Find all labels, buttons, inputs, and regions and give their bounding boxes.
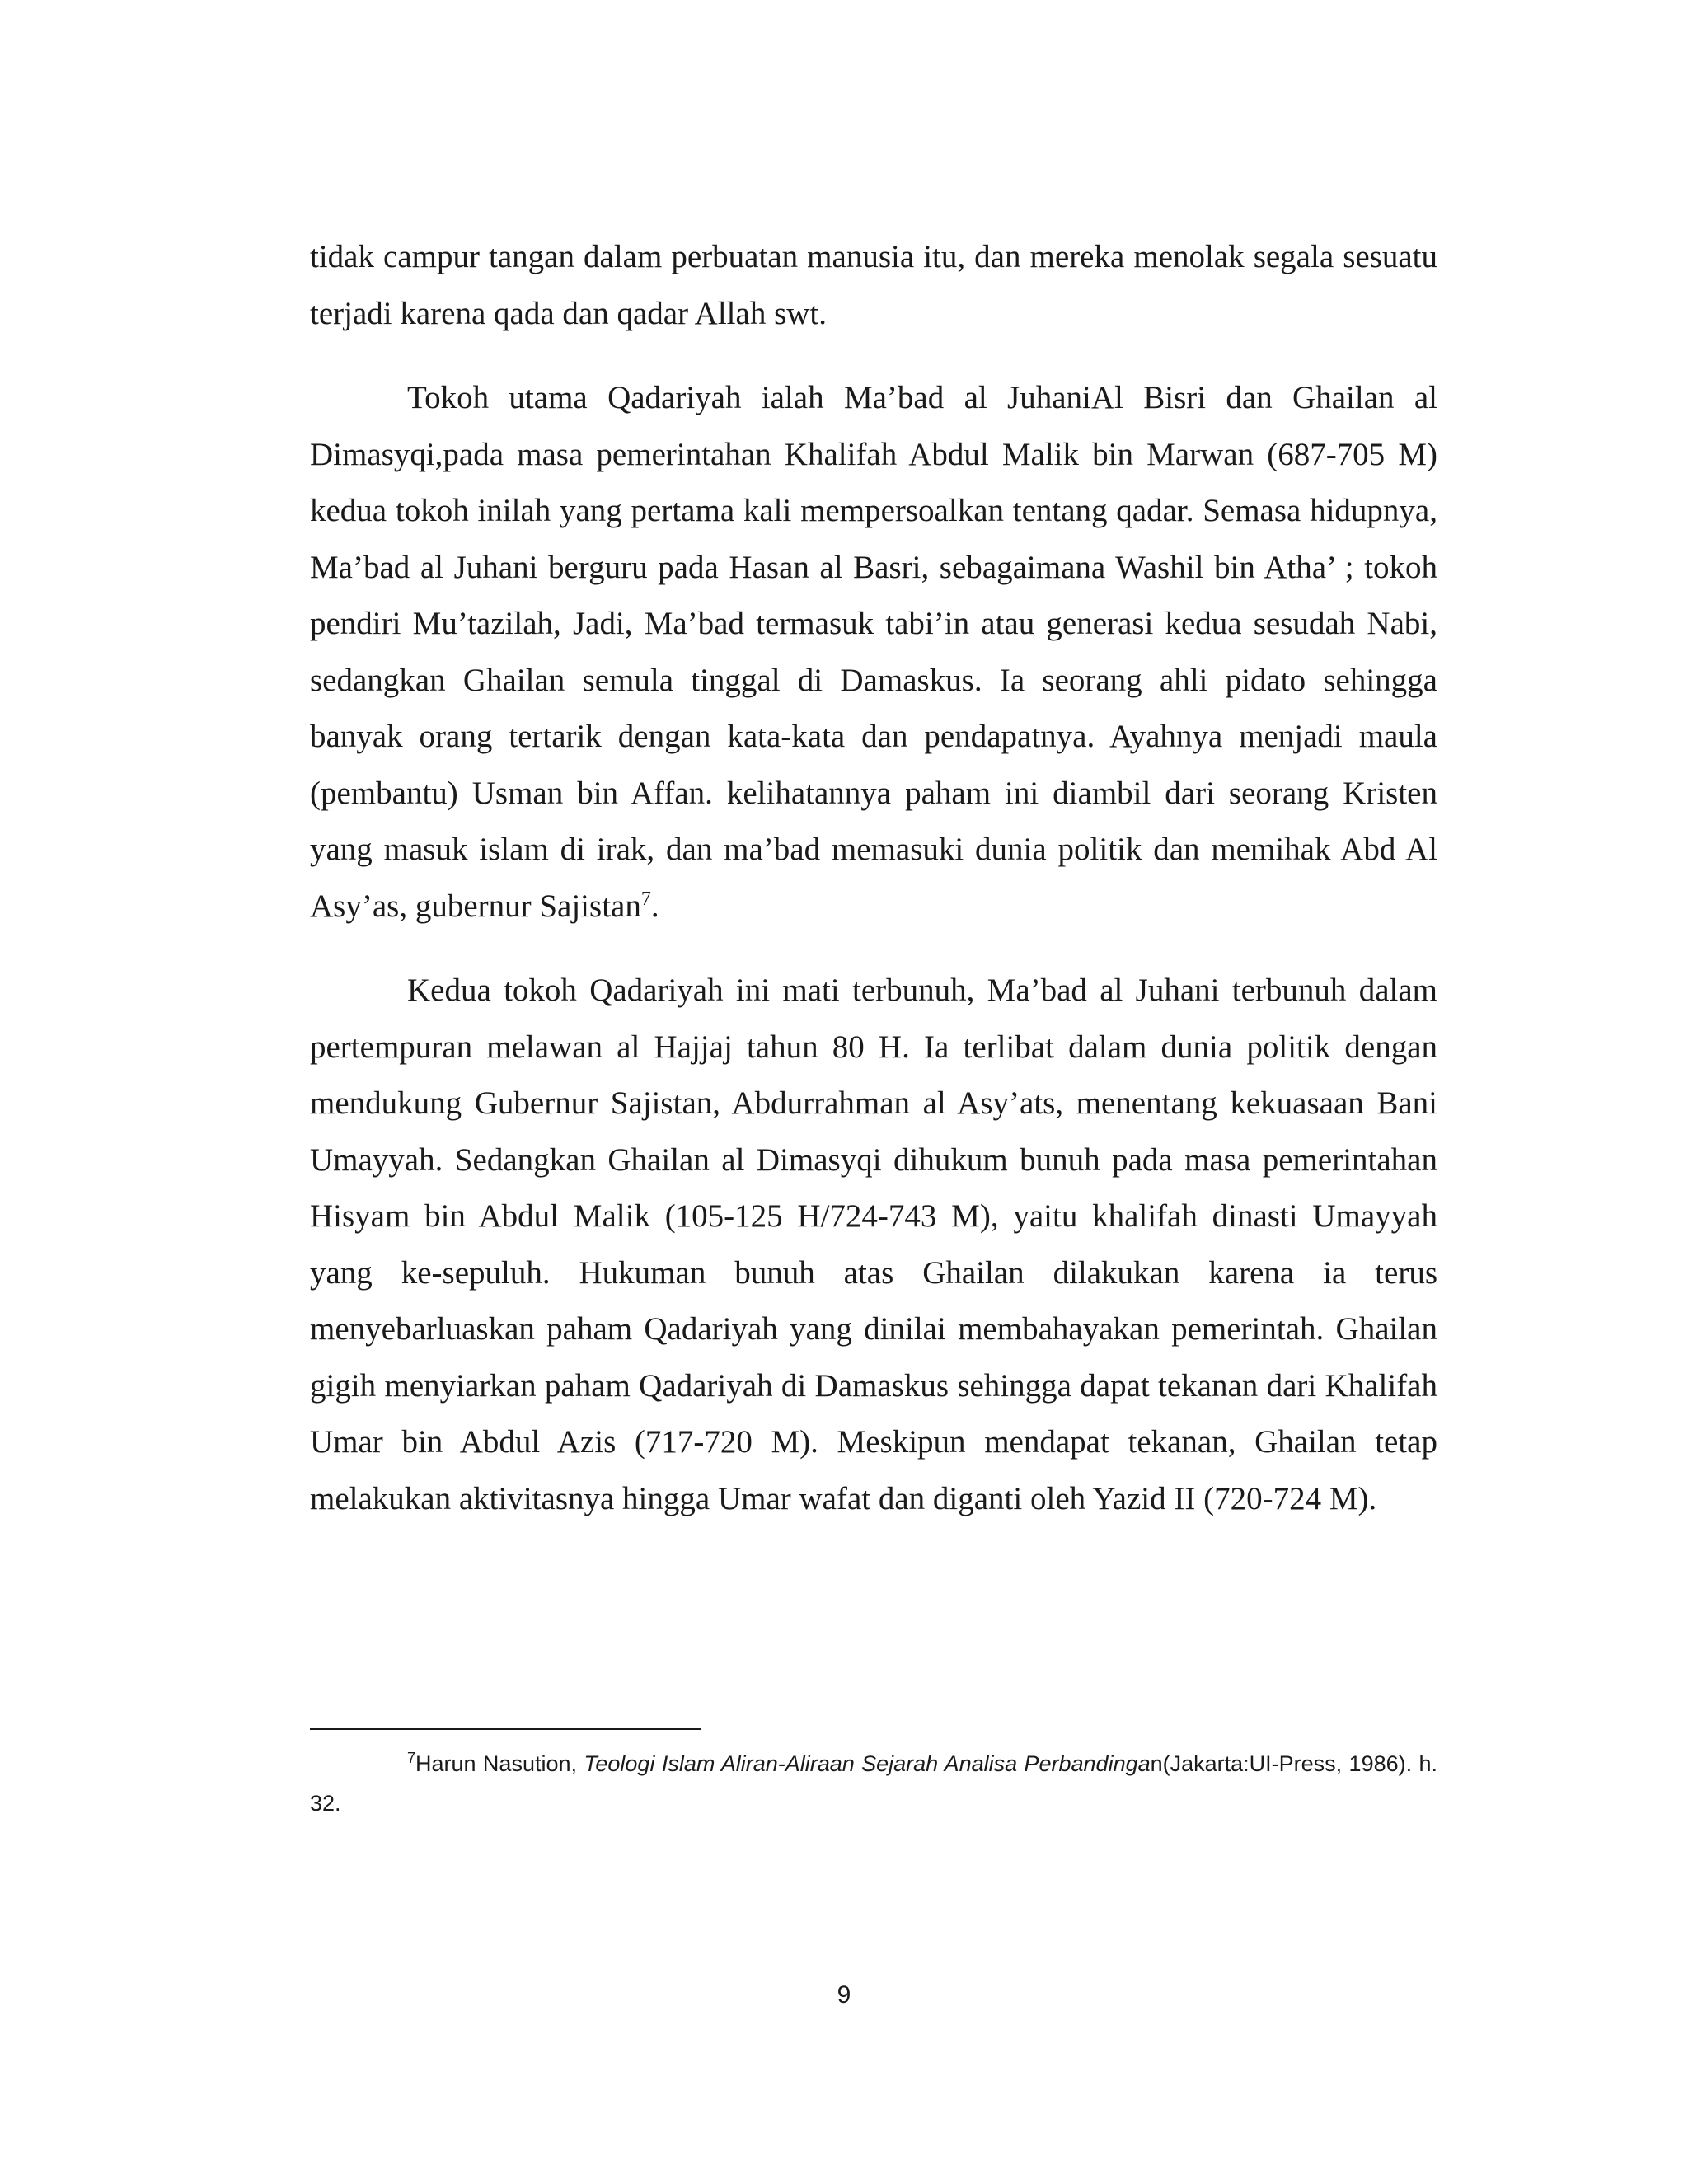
body-text (310, 229, 1437, 1555)
footnote-separator (310, 1728, 701, 1730)
paragraph-continuation (310, 229, 1437, 342)
footnote-publication: n(Jakarta:UI-Press, 1986). h. 32. (310, 1751, 1438, 1816)
paragraph-2-end: . (650, 888, 659, 924)
footnote-number: 7 (407, 1750, 416, 1766)
paragraph-tokoh-utama (310, 370, 1437, 935)
footnote-book-title: Teologi Islam Aliran-Aliraan Sejarah Analisa Perbandinga (584, 1751, 1151, 1776)
page-number: 9 (837, 1981, 851, 2008)
footnote-reference[interactable]: 7 (640, 888, 651, 910)
paragraph-1-text: tidak campur tangan dalam perbuatan manusia itu, dan mereka menolak segala sesuatu terjadi karena qada dan qadar Allah swt. (310, 239, 1437, 331)
footnote-author: Harun Nasution, (415, 1751, 584, 1776)
paragraph-3-text: Kedua tokoh Qadariyah ini mati terbunuh, Ma’bad al Juhani terbunuh dalam pertempuran melawan al Hajjaj tahun 80 H. Ia terlibat dalam dunia politik dengan mendukung Gubernur Sajistan, Abdurrahman al Asy’ats, menentang kekuasaan Bani Umayyah. Sedangkan Ghailan al Dimasyqi dihukum bunuh pada masa pemerintahan Hisyam bin Abdul Malik (105-125 H/724-743 M), yaitu khalifah dinasti Umayyah yang ke-sepuluh. Hukuman bunuh atas Ghailan dilakukan karena ia terus menyebarluaskan paham Qadariyah yang dinilai membahayakan pemerintah. Ghailan gigih menyiarkan paham Qadariyah di Damaskus sehingga dapat tekanan dari Khalifah Umar bin Abdul Azis (717-720 M). Meskipun mendapat tekanan, Ghailan tetap melakukan aktivitasnya hingga Umar wafat dan diganti oleh Yazid II (720-724 M). (310, 972, 1437, 1516)
footnote (310, 1744, 1437, 1823)
paragraph-2-text: Tokoh utama Qadariyah ialah Ma’bad al JuhaniAl Bisri dan Ghailan al Dimasyqi,pada masa pemerintahan Khalifah Abdul Malik bin Marwan (687-705 M) kedua tokoh inilah yang pertama kali mempersoalkan tentang qadar. Semasa hidupnya, Ma’bad al Juhani berguru pada Hasan al Basri, sebagaimana Washil bin Atha’ ; tokoh pendiri Mu’tazilah, Jadi, Ma’bad termasuk tabi’in atau generasi kedua sesudah Nabi, sedangkan Ghailan semula tinggal di Damaskus. Ia seorang ahli pidato sehingga banyak orang tertarik dengan kata-kata dan pendapatnya. Ayahnya menjadi maula (pembantu) Usman bin Affan. kelihatannya paham ini diambil dari seorang Kristen yang masuk islam di irak, dan ma’bad memasuki dunia politik dan memihak Abd Al Asy’as, gubernur Sajistan (310, 380, 1437, 924)
paragraph-kedua-tokoh (310, 963, 1437, 1527)
